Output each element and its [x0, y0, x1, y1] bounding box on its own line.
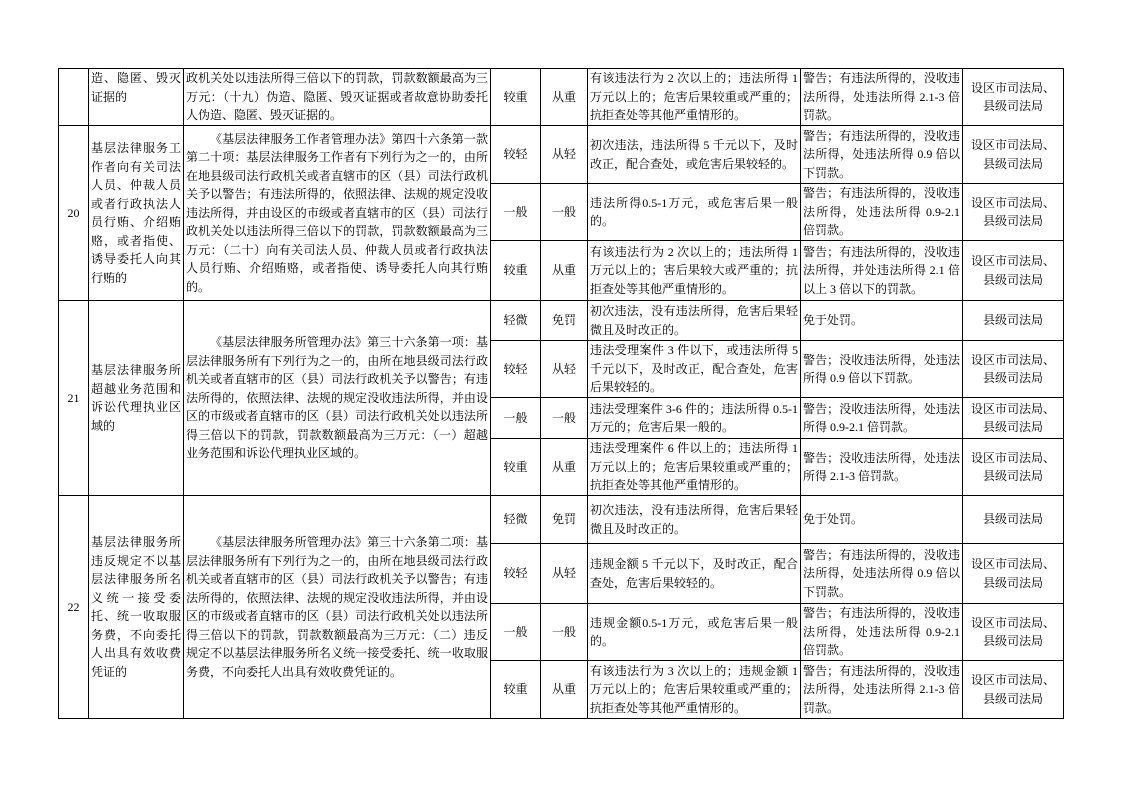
authority-cell: 设区市司法局、县级司法局 — [963, 439, 1064, 496]
circumstance-cell: 初次违法，没有违法所得，危害后果轻微且及时改正的。 — [588, 301, 801, 341]
legal-basis-cell: 政机关处以违法所得三倍以下的罚款，罚款数额最高为三万元：（十九）伪造、隐匿、毁灭证据或者故意协助委托人伪造、隐匿、毁灭证据的。 — [184, 69, 491, 126]
discretion-type-cell: 从重 — [541, 69, 588, 126]
legal-basis-cell: 《基层法律服务所管理办法》第三十六条第二项：基层法律服务所有下列行为之一的，由所在地县级司法行政机关或者直辖市的区（县）司法行政机关予以警告；有违法所得的，依照法律、法规的规定没收违法所得，并由设区的市级或者直辖市的区（县）司法行政机关处以违法所得三倍以下的罚款，罚款数额最高为三万元：（二）违反规定不以基层法律服务所名义统一接受委托、统一收取服务费，不向委托人出具有效收费凭证的。 — [184, 496, 491, 719]
degree-cell: 较重 — [491, 661, 541, 719]
item-number-cell: 21 — [59, 301, 89, 496]
table-row — [59, 126, 1064, 184]
degree-cell: 较轻 — [491, 126, 541, 184]
circumstance-cell: 有该违法行为 3 次以上的；违规金额 1 万元以上的；危害后果较重或严重的；抗拒查处等其他严重情形的。 — [588, 661, 801, 719]
authority-cell: 县级司法局 — [963, 301, 1064, 341]
authority-cell: 设区市司法局、县级司法局 — [963, 341, 1064, 398]
discretion-type-cell: 从重 — [541, 439, 588, 496]
table-row — [59, 301, 1064, 341]
penalty-cell: 警告；有违法所得的，没收违法所得，并处违法所得 2.1 倍以上 3 倍以下的罚款。 — [801, 241, 963, 301]
circumstance-cell: 违法受理案件 6 件以上的；违法所得 1 万元以上的；危害后果较重或严重的；抗拒查处等其他严重情形的。 — [588, 439, 801, 496]
discretion-type-cell: 一般 — [541, 184, 588, 241]
violation-cell: 基层法律服务所超越业务范围和诉讼代理执业区域的 — [89, 301, 184, 496]
authority-cell: 设区市司法局、县级司法局 — [963, 661, 1064, 719]
circumstance-cell: 违规金额 5 千元以下，及时改正，配合查处，危害后果较轻的。 — [588, 544, 801, 604]
penalty-cell: 警告；没收违法所得，处违法所得 2.1-3 倍罚款。 — [801, 439, 963, 496]
degree-cell: 一般 — [491, 398, 541, 439]
penalty-cell: 免于处罚。 — [801, 301, 963, 341]
violation-cell: 造、隐匿、毁灭证据的 — [89, 69, 184, 126]
authority-cell: 设区市司法局、县级司法局 — [963, 398, 1064, 439]
authority-cell: 设区市司法局、县级司法局 — [963, 604, 1064, 661]
circumstance-cell: 违法所得0.5-1万元，或危害后果一般的。 — [588, 184, 801, 241]
penalty-cell: 警告；有违法所得的，没收违法所得，处违法所得 0.9 倍以下罚款。 — [801, 126, 963, 184]
penalty-cell: 警告；没收违法所得，处违法所得 0.9-2.1 倍罚款。 — [801, 398, 963, 439]
penalty-standards-table — [58, 68, 1064, 719]
degree-cell: 较重 — [491, 69, 541, 126]
violation-cell: 基层法律服务工作者向有关司法人员、仲裁人员或者行政执法人员行贿、介绍贿赂，或者指使、诱导委托人向其行贿的 — [89, 126, 184, 301]
degree-cell: 较轻 — [491, 544, 541, 604]
discretion-type-cell: 一般 — [541, 398, 588, 439]
discretion-type-cell: 从重 — [541, 661, 588, 719]
table-row — [59, 496, 1064, 544]
penalty-cell: 警告；有违法所得的，没收违法所得，处违法所得 0.9-2.1 倍罚款。 — [801, 604, 963, 661]
item-number-cell: 22 — [59, 496, 89, 719]
circumstance-cell: 有该违法行为 2 次以上的；违法所得 1 万元以上的；害后果较大或严重的；抗拒查处等其他严重情形的。 — [588, 241, 801, 301]
circumstance-cell: 违法受理案件 3-6 件的；违法所得 0.5-1 万元的；危害后果一般的。 — [588, 398, 801, 439]
degree-cell: 一般 — [491, 604, 541, 661]
table-row — [59, 69, 1064, 126]
degree-cell: 一般 — [491, 184, 541, 241]
circumstance-cell: 违法受理案件 3 件以下，或违法所得 5 千元以下，及时改正，配合查处，危害后果较轻的。 — [588, 341, 801, 398]
violation-cell: 基层法律服务所违反规定不以基层法律服务所名义统一接受委托、统一收取服务费，不向委托人出具有效收费凭证的 — [89, 496, 184, 719]
discretion-type-cell: 从轻 — [541, 126, 588, 184]
authority-cell: 设区市司法局、县级司法局 — [963, 69, 1064, 126]
penalty-cell: 警告；有违法所得的，没收违法所得，处违法所得 2.1-3 倍罚款。 — [801, 661, 963, 719]
item-number-cell: 20 — [59, 126, 89, 301]
degree-cell: 较重 — [491, 241, 541, 301]
legal-basis-cell: 《基层法律服务工作者管理办法》第四十六条第一款第二十项：基层法律服务工作者有下列行为之一的，由所在地县级司法行政机关或者直辖市的区（县）司法行政机关予以警告；有违法所得的，依照法律、法规的规定没收违法所得，并由设区的市级或者直辖市的区（县）司法行政机关处以违法所得三倍以下的罚款，罚款数额最高为三万元：（二十）向有关司法人员、仲裁人员或者行政执法人员行贿、介绍贿赂，或者指使、诱导委托人向其行贿的。 — [184, 126, 491, 301]
circumstance-cell: 初次违法，违法所得 5 千元以下，及时改正，配合查处，或危害后果较轻的。 — [588, 126, 801, 184]
circumstance-cell: 有该违法行为 2 次以上的；违法所得 1 万元以上的；危害后果较重或严重的；抗拒查处等其他严重情形的。 — [588, 69, 801, 126]
degree-cell: 较轻 — [491, 341, 541, 398]
degree-cell: 较重 — [491, 439, 541, 496]
authority-cell: 设区市司法局、县级司法局 — [963, 241, 1064, 301]
circumstance-cell: 初次违法，没有违法所得，危害后果轻微且及时改正的。 — [588, 496, 801, 544]
discretion-type-cell: 免罚 — [541, 301, 588, 341]
penalty-cell: 警告；有违法所得的，没收违法所得，处违法所得 0.9 倍以下罚款。 — [801, 544, 963, 604]
discretion-type-cell: 从重 — [541, 241, 588, 301]
circumstance-cell: 违规金额0.5-1万元，或危害后果一般的。 — [588, 604, 801, 661]
legal-basis-cell: 《基层法律服务所管理办法》第三十六条第一项：基层法律服务所有下列行为之一的，由所在地县级司法行政机关或者直辖市的区（县）司法行政机关予以警告；有违法所得的，依照法律、法规的规定没收违法所得，并由设区的市级或者直辖市的区（县）司法行政机关处以违法所得三倍以下的罚款，罚款数额最高为三万元：（一）超越业务范围和诉讼代理执业区域的。 — [184, 301, 491, 496]
discretion-type-cell: 免罚 — [541, 496, 588, 544]
penalty-cell: 警告；有违法所得的，没收违法所得，处违法所得 0.9-2.1 倍罚款。 — [801, 184, 963, 241]
discretion-type-cell: 从轻 — [541, 341, 588, 398]
discretion-type-cell: 一般 — [541, 604, 588, 661]
penalty-cell: 免于处罚。 — [801, 496, 963, 544]
penalty-cell: 警告；有违法所得的，没收违法所得，处违法所得 2.1-3 倍罚款。 — [801, 69, 963, 126]
item-number-cell — [59, 69, 89, 126]
document-page — [58, 68, 1064, 719]
discretion-type-cell: 从轻 — [541, 544, 588, 604]
authority-cell: 设区市司法局、县级司法局 — [963, 126, 1064, 184]
penalty-cell: 警告；没收违法所得，处违法所得 0.9 倍以下罚款。 — [801, 341, 963, 398]
authority-cell: 设区市司法局、县级司法局 — [963, 544, 1064, 604]
authority-cell: 县级司法局 — [963, 496, 1064, 544]
degree-cell: 轻微 — [491, 301, 541, 341]
authority-cell: 设区市司法局、县级司法局 — [963, 184, 1064, 241]
degree-cell: 轻微 — [491, 496, 541, 544]
